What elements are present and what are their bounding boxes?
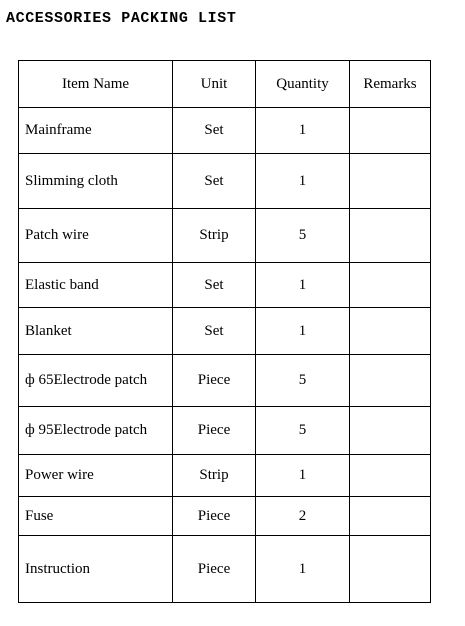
remarks-cell xyxy=(350,308,431,355)
remarks-cell xyxy=(350,209,431,263)
item-name-cell: Patch wire xyxy=(19,209,173,263)
page-title: ACCESSORIES PACKING LIST xyxy=(6,10,237,27)
table-row xyxy=(19,536,431,603)
table-row xyxy=(19,263,431,308)
remarks-cell xyxy=(350,536,431,603)
table-row xyxy=(19,108,431,154)
table-row xyxy=(19,154,431,209)
quantity-cell: 1 xyxy=(256,308,350,355)
quantity-cell: 5 xyxy=(256,355,350,407)
quantity-cell: 1 xyxy=(256,455,350,497)
unit-cell: Set xyxy=(173,108,256,154)
quantity-cell: 5 xyxy=(256,209,350,263)
unit-cell: Piece xyxy=(173,497,256,536)
item-name-cell: ф 65Electrode patch xyxy=(19,355,173,407)
quantity-cell: 1 xyxy=(256,154,350,209)
item-name-cell: Power wire xyxy=(19,455,173,497)
table-row xyxy=(19,308,431,355)
item-name-cell: Mainframe xyxy=(19,108,173,154)
unit-cell: Piece xyxy=(173,407,256,455)
quantity-cell: 2 xyxy=(256,497,350,536)
table-row xyxy=(19,407,431,455)
table-row xyxy=(19,497,431,536)
unit-cell: Piece xyxy=(173,536,256,603)
remarks-cell xyxy=(350,355,431,407)
unit-cell: Set xyxy=(173,308,256,355)
column-header-remarks: Remarks xyxy=(350,61,431,108)
item-name-cell: Elastic band xyxy=(19,263,173,308)
unit-cell: Set xyxy=(173,263,256,308)
remarks-cell xyxy=(350,497,431,536)
item-name-cell: ф 95Electrode patch xyxy=(19,407,173,455)
column-header-quantity: Quantity xyxy=(256,61,350,108)
packing-list-table xyxy=(18,60,431,603)
remarks-cell xyxy=(350,154,431,209)
table-row xyxy=(19,455,431,497)
quantity-cell: 1 xyxy=(256,536,350,603)
table-row xyxy=(19,209,431,263)
item-name-cell: Fuse xyxy=(19,497,173,536)
quantity-cell: 5 xyxy=(256,407,350,455)
quantity-cell: 1 xyxy=(256,263,350,308)
item-name-cell: Slimming cloth xyxy=(19,154,173,209)
quantity-cell: 1 xyxy=(256,108,350,154)
remarks-cell xyxy=(350,108,431,154)
remarks-cell xyxy=(350,407,431,455)
table-row xyxy=(19,355,431,407)
table-header-row xyxy=(19,61,431,108)
remarks-cell xyxy=(350,263,431,308)
unit-cell: Piece xyxy=(173,355,256,407)
column-header-unit: Unit xyxy=(173,61,256,108)
unit-cell: Strip xyxy=(173,209,256,263)
remarks-cell xyxy=(350,455,431,497)
unit-cell: Strip xyxy=(173,455,256,497)
column-header-item-name: Item Name xyxy=(19,61,173,108)
unit-cell: Set xyxy=(173,154,256,209)
item-name-cell: Instruction xyxy=(19,536,173,603)
item-name-cell: Blanket xyxy=(19,308,173,355)
